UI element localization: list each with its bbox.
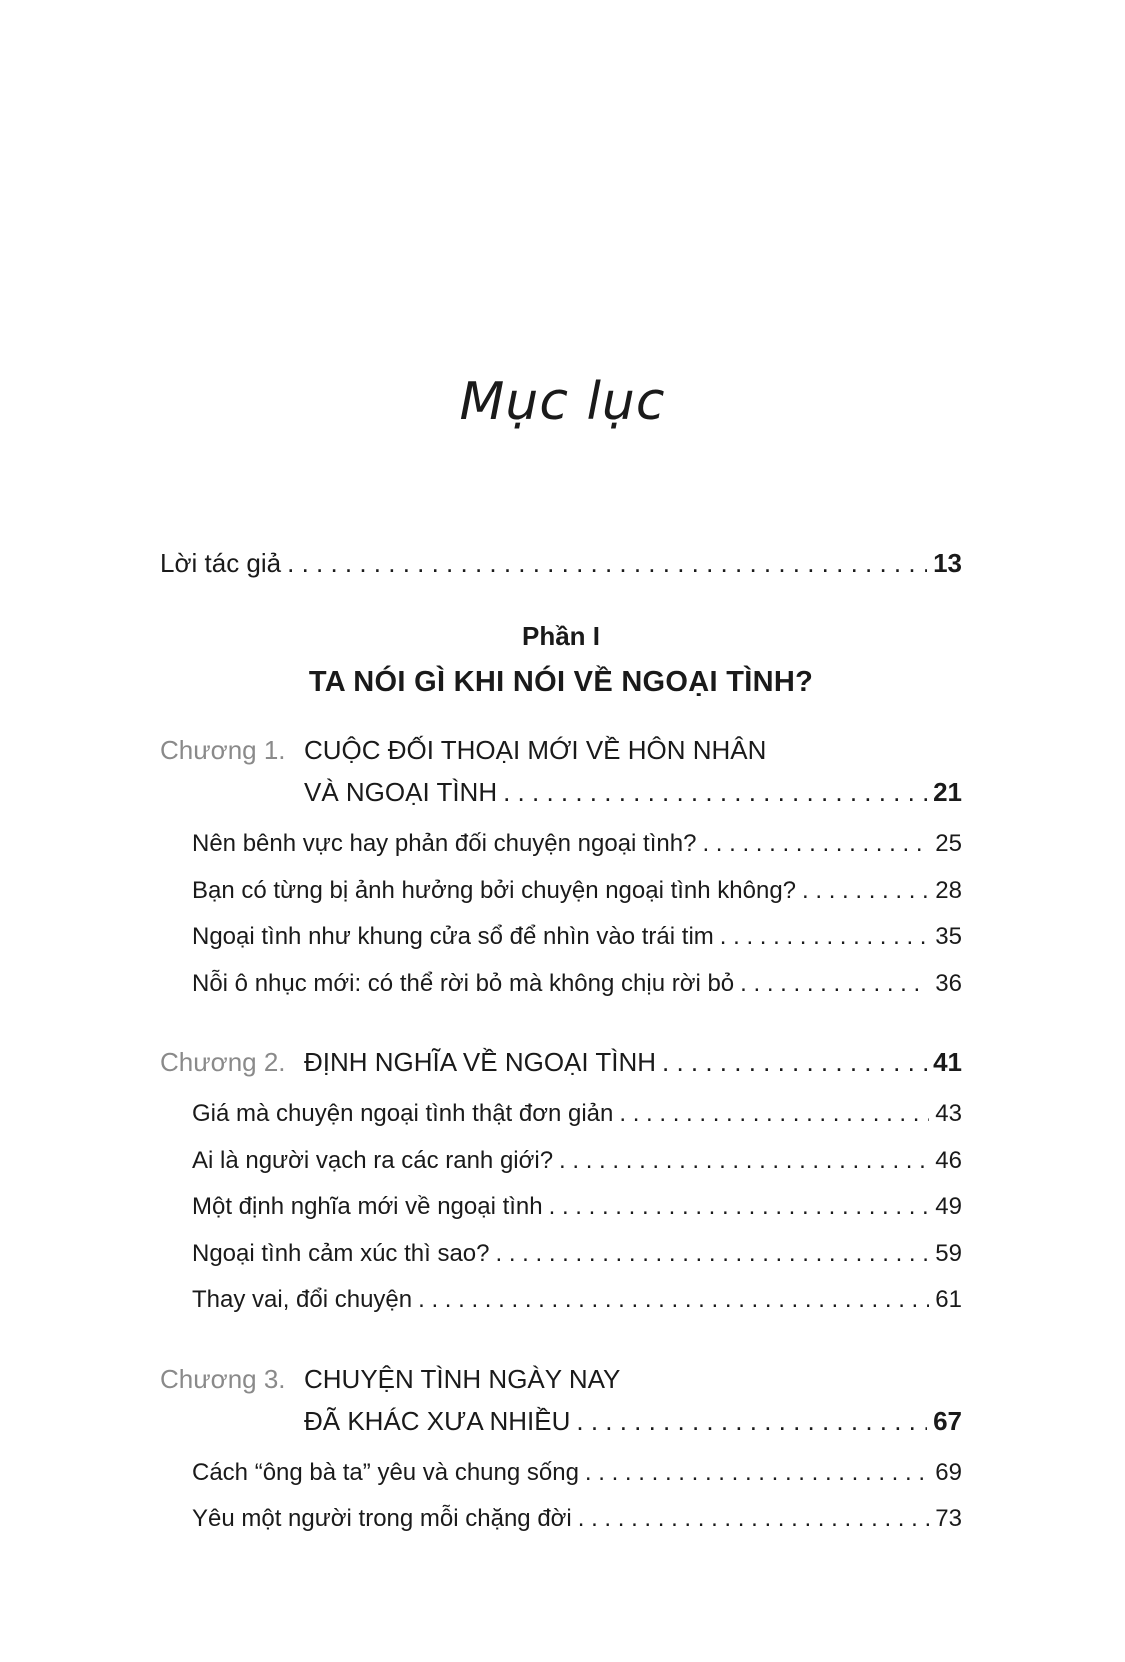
chapter-title-line: CUỘC ĐỐI THOẠI MỚI VỀ HÔN NHÂN <box>304 735 767 765</box>
section-list <box>192 1450 962 1543</box>
section-label: Cách “ông bà ta” yêu và chung sống <box>192 1458 579 1486</box>
toc-section[interactable] <box>192 868 962 915</box>
section-label: Giá mà chuyện ngoại tình thật đơn giản <box>192 1100 614 1127</box>
dot-leader <box>740 961 929 1008</box>
dot-leader <box>585 1450 929 1497</box>
section-label: Nên bênh vực hay phản đối chuyện ngoại tình? <box>192 830 697 857</box>
dot-leader <box>720 914 930 961</box>
dot-leader <box>578 1496 930 1543</box>
chapter-title-line: VÀ NGOẠI TÌNH <box>304 777 498 807</box>
section-label: Bạn có từng bị ảnh hưởng bởi chuyện ngoại tình không? <box>192 876 797 904</box>
section-page: 35 <box>935 923 962 950</box>
chapter-title-entry <box>304 1400 962 1442</box>
section-label: Thay vai, đổi chuyện <box>192 1286 413 1313</box>
chapter-heading[interactable] <box>160 729 962 813</box>
chapter-number: Chương 2. <box>160 1047 286 1077</box>
chapter-number: Chương 1. <box>160 735 286 765</box>
dot-leader <box>549 1184 930 1231</box>
toc-section[interactable] <box>192 1496 962 1543</box>
toc-section[interactable] <box>192 1091 962 1138</box>
dot-leader <box>418 1277 929 1324</box>
section-page: 36 <box>935 969 962 997</box>
toc-section[interactable] <box>192 914 962 961</box>
dot-leader <box>576 1400 927 1442</box>
section-page: 61 <box>935 1286 962 1313</box>
toc-section[interactable] <box>192 821 962 868</box>
toc-section[interactable] <box>192 1277 962 1324</box>
chapter-page: 41 <box>933 1047 962 1077</box>
section-page: 69 <box>935 1458 962 1486</box>
dot-leader <box>802 868 929 915</box>
toc-section[interactable] <box>192 961 962 1008</box>
section-label: Ai là người vạch ra các ranh giới? <box>192 1146 554 1174</box>
section-label: Ngoại tình như khung cửa sổ để nhìn vào trái tim <box>192 923 714 950</box>
toc-section[interactable] <box>192 1138 962 1185</box>
chapter-page: 21 <box>933 777 962 807</box>
section-page: 49 <box>935 1193 962 1220</box>
chapter-title-line: ĐỊNH NGHĨA VỀ NGOẠI TÌNH <box>304 1047 657 1077</box>
dot-leader <box>662 1041 927 1083</box>
section-page: 25 <box>935 830 962 857</box>
chapter-page: 67 <box>933 1405 962 1436</box>
section-page: 73 <box>935 1505 962 1532</box>
section-label: Một định nghĩa mới về ngoại tình <box>192 1193 543 1220</box>
dot-leader <box>559 1138 929 1185</box>
section-list <box>192 1091 962 1324</box>
section-list <box>192 821 962 1007</box>
toc-entry-intro[interactable] <box>160 548 962 579</box>
toc-entry-label: Lời tác giả <box>160 548 282 578</box>
chapter-title-entry <box>304 1041 962 1083</box>
section-page: 28 <box>935 876 962 904</box>
chapter-2 <box>160 1041 962 1324</box>
section-label: Nỗi ô nhục mới: có thể rời bỏ mà không chịu rời bỏ <box>192 969 735 997</box>
dot-leader <box>619 1091 929 1138</box>
chapter-number: Chương 3. <box>160 1363 286 1394</box>
part-title: TA NÓI GÌ KHI NÓI VỀ NGOẠI TÌNH? <box>308 666 814 698</box>
section-label: Ngoại tình cảm xúc thì sao? <box>192 1239 490 1267</box>
chapter-title-entry <box>304 771 962 813</box>
toc-section[interactable] <box>192 1184 962 1231</box>
page-title: Mục lục <box>459 372 666 432</box>
chapter-heading[interactable] <box>160 1358 962 1442</box>
section-label: Yêu một người trong mỗi chặng đời <box>192 1505 572 1532</box>
table-of-contents <box>160 548 962 1543</box>
dot-leader <box>496 1231 930 1278</box>
toc-section[interactable] <box>192 1231 962 1278</box>
chapter-title-line: ĐÃ KHÁC XƯA NHIỀU <box>304 1405 571 1436</box>
dot-leader <box>503 771 927 813</box>
chapter-1 <box>160 729 962 1007</box>
dot-leader <box>702 821 929 868</box>
toc-section[interactable] <box>192 1450 962 1497</box>
chapter-3 <box>160 1358 962 1543</box>
section-page: 46 <box>935 1146 962 1174</box>
section-page: 43 <box>935 1100 962 1127</box>
chapter-title-line: CHUYỆN TÌNH NGÀY NAY <box>304 1363 621 1394</box>
chapter-heading[interactable] <box>160 1041 962 1083</box>
part-label: Phần I <box>521 621 600 651</box>
section-page: 59 <box>935 1239 962 1267</box>
toc-entry-page: 13 <box>933 548 962 578</box>
dot-leader <box>287 548 927 579</box>
